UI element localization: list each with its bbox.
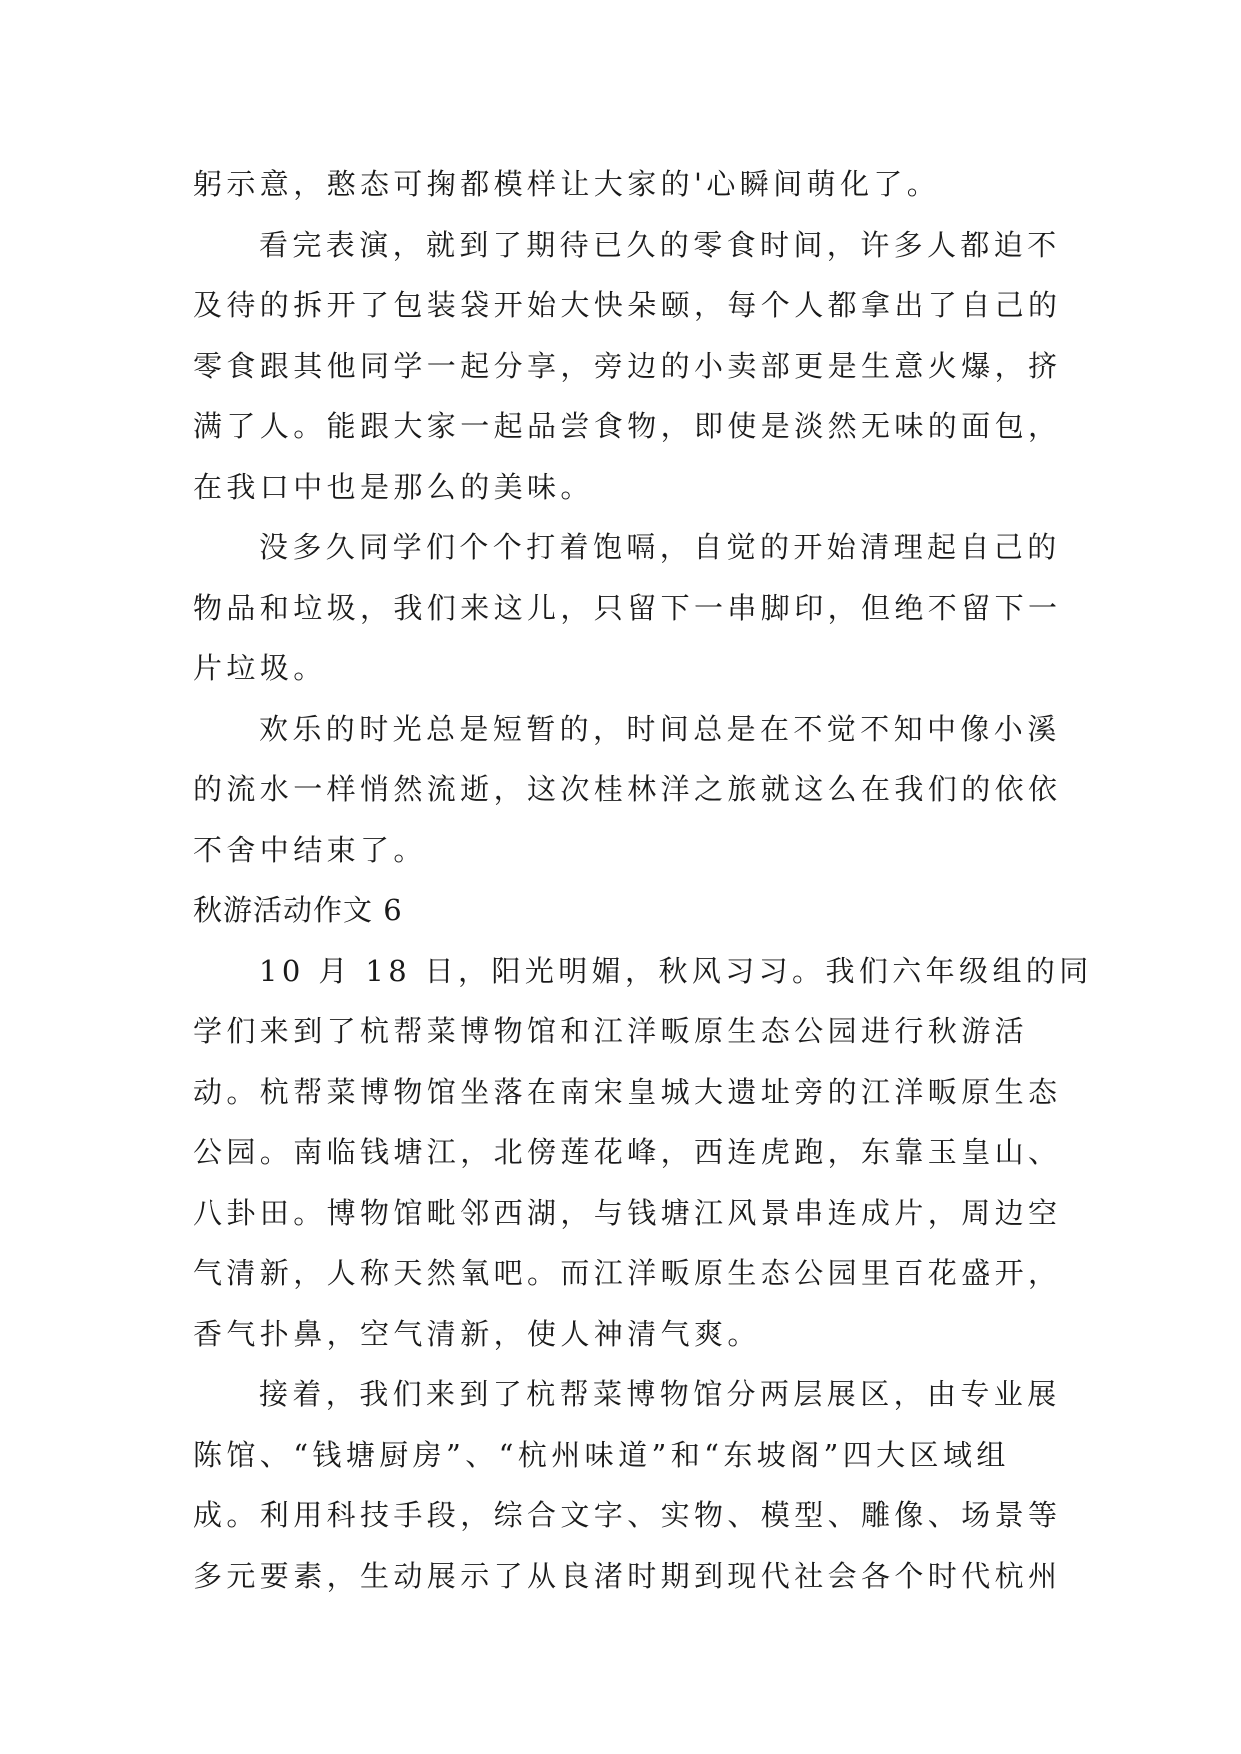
text-line: 片垃圾。 (193, 651, 327, 685)
document-page (193, 154, 1093, 1606)
text-line: 香气扑鼻，空气清新，使人神清气爽。 (193, 1316, 761, 1351)
text-line: 物品和垃圾，我们来这儿，只留下一串脚印，但绝不留下一 (193, 590, 1062, 625)
text-line: 满了人。能跟大家一起品尝食物，即使是淡然无味的面包， (193, 409, 1062, 443)
text-line: 躬示意，憨态可掬都模样让大家的'心瞬间萌化了。 (193, 167, 941, 201)
text-line: 动。杭帮菜博物馆坐落在南宋皇城大遗址旁的江洋畈原生态 (193, 1074, 1062, 1109)
text-line: 多元要素，生动展示了从良渚时期到现代社会各个时代杭州 (193, 1558, 1062, 1593)
text-line: 的流水一样悄然流逝，这次桂林洋之旅就这么在我们的依依 (193, 772, 1062, 806)
text-line: 气清新，人称天然氧吧。而江洋畈原生态公园里百花盛开， (193, 1256, 1062, 1290)
text-line: 成。利用科技手段，综合文字、实物、模型、雕像、场景等 (193, 1498, 1062, 1532)
text-line: 八卦田。博物馆毗邻西湖，与钱塘江风景串连成片，周边空 (193, 1195, 1062, 1230)
text-line: 及待的拆开了包装袋开始大快朵颐，每个人都拿出了自己的 (193, 288, 1062, 322)
text-line: 零食跟其他同学一起分享，旁边的小卖部更是生意火爆，挤 (193, 348, 1062, 383)
text-line: 不舍中结束了。 (193, 832, 427, 867)
text-line: 公园。南临钱塘江，北傍莲花峰，西连虎跑，东靠玉皇山、 (193, 1135, 1062, 1169)
text-line: 看完表演，就到了期待已久的零食时间，许多人都迫不 (259, 227, 1061, 262)
text-line: 在我口中也是那么的美味。 (193, 469, 594, 504)
section-heading: 秋游活动作文 6 (193, 893, 403, 927)
text-line: 没多久同学们个个打着饱嗝，自觉的开始清理起自己的 (259, 530, 1061, 564)
text-line: 陈馆、“钱塘厨房”、“杭州味道”和“东坡阁”四大区域组 (193, 1437, 1010, 1472)
text-line: 接着，我们来到了杭帮菜博物馆分两层展区，由专业展 (259, 1377, 1061, 1411)
text-line: 学们来到了杭帮菜博物馆和江洋畈原生态公园进行秋游活 (193, 1014, 1029, 1048)
text-line: 10 月 18 日，阳光明媚，秋风习习。我们六年级组的同 (259, 953, 1093, 988)
text-line: 欢乐的时光总是短暂的，时间总是在不觉不知中像小溪 (259, 711, 1061, 746)
